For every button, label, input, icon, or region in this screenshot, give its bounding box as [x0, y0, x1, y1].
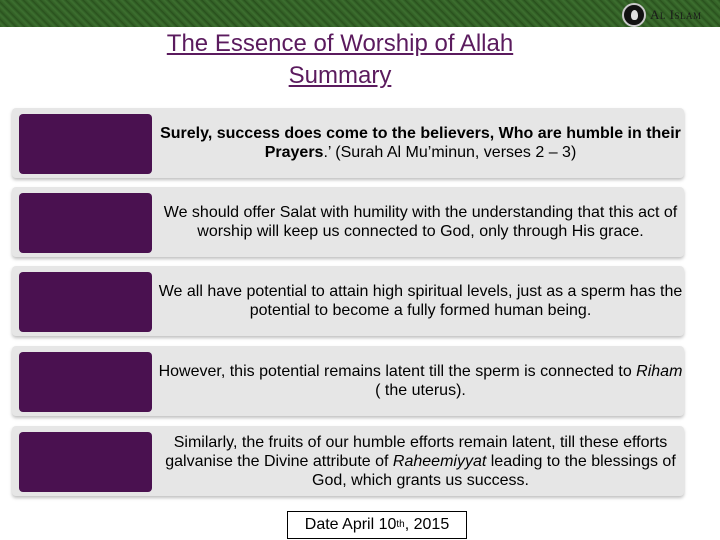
text-after: leading to the blessings of God, which grants us success.	[312, 452, 676, 489]
seal-icon	[622, 3, 646, 27]
summary-row-2	[12, 187, 684, 257]
row-text	[157, 426, 684, 496]
summary-row-3	[12, 266, 684, 336]
date-box: Date April 10 th , 2015	[287, 511, 467, 539]
row-text	[157, 108, 684, 178]
row-marker	[19, 114, 152, 174]
date-suffix: , 2015	[404, 516, 450, 533]
al-islam-logo	[622, 2, 701, 28]
title-line-1: The Essence of Worship of Allah	[166, 30, 514, 57]
row-text	[157, 266, 684, 336]
text-before: Similarly, the fruits of our humble efforts remain latent, till these efforts galvanise the Divine attribute of	[165, 433, 668, 470]
italic-term: Riham	[636, 363, 683, 380]
row-marker	[19, 432, 152, 492]
row-text	[157, 346, 684, 416]
row-text	[157, 187, 684, 257]
row-marker	[19, 193, 152, 253]
summary-row-4	[12, 346, 684, 416]
quote-citation: .’ (Surah Al Mu’minun, verses 2 – 3)	[323, 144, 577, 161]
date-prefix: Date April 10	[304, 516, 397, 533]
text-after: ( the uterus).	[375, 382, 466, 399]
quran-quote: Surely, success does come to the believers, Who are humble in their Prayers	[160, 125, 681, 161]
row-marker	[19, 272, 152, 332]
summary-row-1	[12, 108, 684, 178]
header-band	[0, 0, 720, 27]
title-line-2: Summary	[288, 62, 392, 89]
text-before: However, this potential remains latent till the sperm is connected to	[158, 363, 637, 380]
row-paragraph: We should offer Salat with humility with the understanding that this act of worship will keep us connected to God, only through His grace.	[163, 204, 678, 240]
row-marker	[19, 352, 152, 412]
summary-row-5	[12, 426, 684, 496]
row-paragraph: We all have potential to attain high spiritual levels, just as a sperm has the potential to become a fully formed human being.	[158, 283, 683, 319]
page-title	[120, 28, 560, 92]
italic-term: Raheemiyyat	[392, 452, 487, 470]
logo-text: Al Islam	[650, 7, 702, 22]
